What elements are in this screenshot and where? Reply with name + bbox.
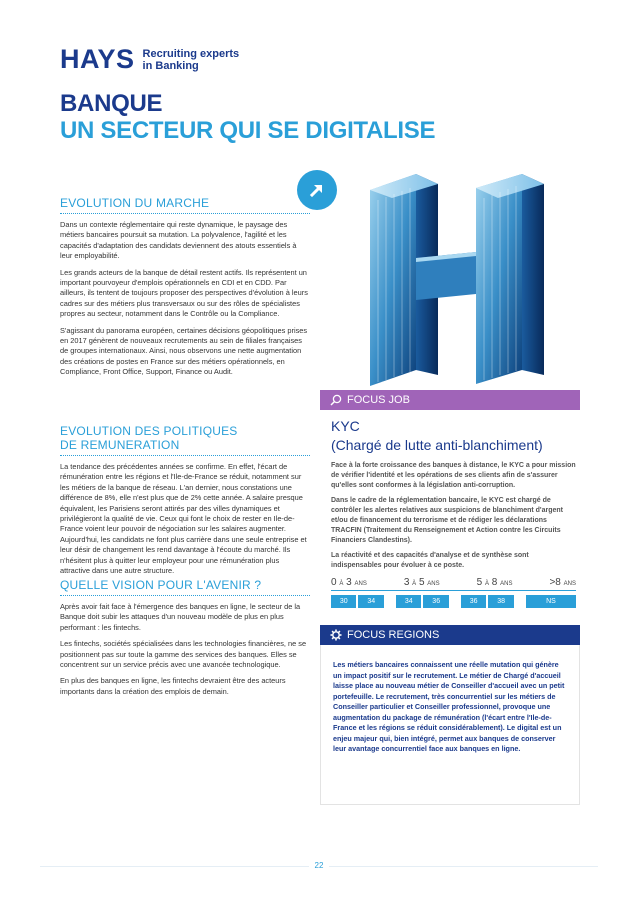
- salary-cell: 36: [461, 595, 486, 608]
- tagline-line2: in Banking: [142, 59, 199, 72]
- salary-range: 5 À 8 ANS: [476, 577, 513, 588]
- focus-regions-box: [320, 645, 580, 805]
- focus-job-bar: [320, 390, 580, 410]
- salary-cell: 38: [488, 595, 513, 608]
- paragraph: Les fintechs, sociétés spécialisées dans les technologies financières, ne se positionnent pas sur toute la gamme des services des banques. Elles se concentrent sur un service précis avec une avancée technologique.: [60, 639, 307, 670]
- paragraph: Après avoir fait face à l'émergence des banques en ligne, le secteur de la Banque doit subir les attaques d'un nouveau modèle de plus en plus performant : les fintechs.: [60, 602, 301, 632]
- page-title-line1: BANQUE: [60, 90, 163, 117]
- paragraph: S'agissant du panorama européen, certaines décisions géopolitiques prises en 2017 génèrent de nouveaux recrutements au sein de filiales françaises de groupes internationaux. Ainsi, nous observons une nette augmentation des créations de postes en France sur des métiers opérationnels, en Compliance, Front Office, Support, Finance ou Audit.: [60, 325, 308, 377]
- logo-tagline: [143, 48, 240, 72]
- salary-cell: 30: [331, 595, 356, 608]
- hays-logo: [60, 46, 239, 73]
- focus-regions-text: Les métiers bancaires connaissent une réelle mutation qui génère un impact positif sur le recrutement. Le métier de Chargé d'accueil laisse place au nouveau métier de Conseiller d'accueil avec un petit portefeuille. Le recrutement, très concurrentiel sur les métiers de Conseiller particulier et Conseiller professionnel, provoque une augmentation du package de rémunération (l'écart entre l'Ile-de-France et les régions se réduit considérablement). Le digital est un enjeu majeur qui, bien intégré, permet aux banques de conserver leur avantage concurrentiel face aux banques en ligne.: [333, 660, 565, 753]
- kyc-description: [331, 456, 576, 571]
- kyc-title: [331, 417, 576, 455]
- paragraph: La réactivité et des capacités d'analyse et de synthèse sont indispensables pour évoluer à ce poste.: [331, 552, 529, 569]
- paragraph: Dans un contexte réglementaire qui reste dynamique, le paysage des métiers bancaires poursuit sa mutation. La polyvalence, l'agilité et les capacités d'adaptation des candidats deviennent des atouts essentiels à leur employabilité.: [60, 220, 297, 261]
- search-icon: [330, 394, 342, 406]
- salary-cell: NS: [526, 595, 576, 608]
- divider: [60, 595, 310, 596]
- paragraph: La tendance des précédentes années se confirme. En effet, l'écart de rémunération entre les régions et l'Ile-de-France se réduit, notamment sur les métiers de la banque de réseau. L'an dernier, nous constations une différence de 8%, elle n'est plus que de 2% cette année. A salaire presque équivalent, les Parisiens seront attirés par des villes dynamiques et privilégieront la qualité de vie. Ceux qui font le choix de rester en Ile-de-France voient leur pouvoir de négociation sur les salaires augmenter. Aujourd'hui, les candidats ne font plus carrière dans une seule entreprise et leur désir de changement les rend davantage à l'écoute du marché. Ils n'hésitent plus à quitter leur employeur pour une rémunération plus attractive dans une autre structure.: [60, 462, 307, 576]
- section-vision: [60, 578, 310, 697]
- section-heading-remuneration-line2: DE REMUNERATION: [60, 438, 180, 452]
- salary-table: [331, 577, 576, 608]
- section-heading-vision: QUELLE VISION POUR L'AVENIR ?: [60, 578, 262, 592]
- focus-regions-bar: [320, 625, 580, 645]
- salary-range: >8 ANS: [549, 577, 576, 588]
- salary-range: 0 À 3 ANS: [331, 577, 367, 588]
- focus-job-label: FOCUS JOB: [347, 394, 410, 406]
- focus-regions-label: FOCUS REGIONS: [347, 629, 440, 641]
- salary-divider: [331, 590, 576, 591]
- kyc-title-line1: KYC: [331, 418, 360, 434]
- salary-cell: 34: [396, 595, 421, 608]
- paragraph: Les grands acteurs de la banque de détail restent actifs. Ils représentent un important pourvoyeur d'emplois opérationnels en CDI et en CDD. Par ailleurs, ils tentent de toujours proposer des perspectives d'évolution à leurs cadres sur des métiers plus transversaux ou sur des rôles de spécialistes propres au secteur, notamment dans le Contrôle ou la Compliance.: [60, 267, 308, 319]
- hero-h-illustration: [356, 170, 556, 390]
- logo-wordmark: HAYS: [60, 44, 135, 74]
- salary-values: [331, 595, 576, 608]
- gear-icon: [330, 629, 342, 641]
- paragraph: Face à la forte croissance des banques à distance, le KYC a pour mission de vérifier l'identité et les opérations de ses clients afin de s'assurer qu'elles sont conformes à la législation anti-corruption.: [331, 462, 576, 489]
- page-number: [0, 861, 638, 875]
- salary-cell: 34: [358, 595, 383, 608]
- salary-cell: 36: [423, 595, 448, 608]
- paragraph: En plus des banques en ligne, les fintechs devraient être des acteurs importants dans la création des emplois de demain.: [60, 676, 286, 696]
- section-remuneration: [60, 424, 310, 576]
- section-market: [60, 196, 310, 378]
- salary-range: 3 À 5 ANS: [403, 577, 440, 588]
- section-heading-market: EVOLUTION DU MARCHE: [60, 196, 210, 210]
- page-number-text: 22: [309, 861, 330, 870]
- section-heading-remuneration-line1: EVOLUTION DES POLITIQUES: [60, 424, 238, 438]
- divider: [60, 455, 310, 456]
- paragraph: Dans le cadre de la réglementation bancaire, le KYC est chargé de contrôler les alertes relatives aux suspicions de blanchiment d'argent et/ou de financement du terrorisme et de rédiger les déclarations TRACFIN (Traitement du Renseignement et Action contre les Circuits Financiers Clandestins).: [331, 497, 563, 544]
- page-title-line2: UN SECTEUR QUI SE DIGITALISE: [60, 117, 436, 144]
- kyc-title-line2: (Chargé de lutte anti-blanchiment): [331, 437, 543, 453]
- tagline-line1: Recruiting experts: [142, 47, 240, 60]
- divider: [60, 213, 310, 214]
- salary-header: [331, 577, 576, 588]
